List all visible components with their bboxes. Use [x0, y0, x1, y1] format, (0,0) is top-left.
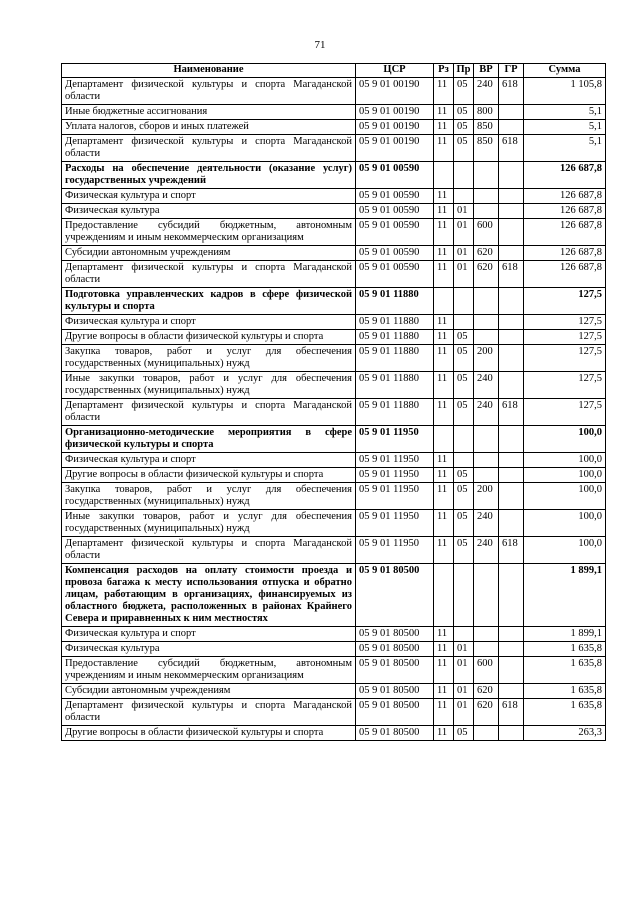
cell-vr: 850 [474, 135, 499, 162]
table-row [62, 330, 606, 345]
cell-vr: 600 [474, 657, 499, 684]
cell-gr [499, 642, 524, 657]
cell-vr: 200 [474, 483, 499, 510]
cell-pr: 01 [454, 657, 474, 684]
cell-sum: 100,0 [524, 537, 606, 564]
cell-vr [474, 204, 499, 219]
cell-sum: 1 635,8 [524, 684, 606, 699]
cell-pr [454, 627, 474, 642]
cell-sum: 100,0 [524, 426, 606, 453]
cell-rz: 11 [434, 372, 454, 399]
cell-sum: 127,5 [524, 288, 606, 315]
cell-pr [454, 189, 474, 204]
cell-vr [474, 627, 499, 642]
table-row [62, 315, 606, 330]
cell-rz: 11 [434, 657, 454, 684]
cell-name: Подготовка управленческих кадров в сфере физической культуры и спорта [62, 288, 356, 315]
cell-pr: 05 [454, 120, 474, 135]
table-row [62, 78, 606, 105]
cell-sum: 1 635,8 [524, 657, 606, 684]
cell-sum: 126 687,8 [524, 189, 606, 204]
cell-pr: 01 [454, 261, 474, 288]
cell-rz: 11 [434, 330, 454, 345]
table-row [62, 684, 606, 699]
cell-csr: 05 9 01 00590 [356, 204, 434, 219]
cell-vr: 240 [474, 78, 499, 105]
cell-name: Физическая культура и спорт [62, 453, 356, 468]
cell-name: Физическая культура и спорт [62, 627, 356, 642]
cell-csr: 05 9 01 80500 [356, 726, 434, 741]
header-vr: ВР [474, 64, 499, 78]
cell-name: Компенсация расходов на оплату стоимости проезда и провоза багажа к месту использования отпуска и обратно лицам, работающим в организациях, финансируемых из областного бюджета, расположенных в районах Крайнего Севера и приравненных к ним местностях [62, 564, 356, 627]
cell-gr: 618 [499, 261, 524, 288]
cell-csr: 05 9 01 00590 [356, 162, 434, 189]
cell-gr [499, 345, 524, 372]
cell-gr [499, 426, 524, 453]
table-row [62, 261, 606, 288]
cell-vr [474, 162, 499, 189]
cell-gr [499, 483, 524, 510]
cell-vr: 620 [474, 261, 499, 288]
cell-name: Организационно-методические мероприятия в сфере физической культуры и спорта [62, 426, 356, 453]
cell-vr: 240 [474, 537, 499, 564]
cell-sum: 1 105,8 [524, 78, 606, 105]
cell-gr: 618 [499, 537, 524, 564]
cell-pr: 05 [454, 468, 474, 483]
cell-name: Департамент физической культуры и спорта Магаданской области [62, 537, 356, 564]
table-row [62, 642, 606, 657]
cell-rz: 11 [434, 120, 454, 135]
table-row [62, 453, 606, 468]
table-row [62, 564, 606, 627]
cell-sum: 1 635,8 [524, 642, 606, 657]
cell-rz: 11 [434, 468, 454, 483]
cell-rz: 11 [434, 726, 454, 741]
cell-pr: 05 [454, 537, 474, 564]
table-row [62, 426, 606, 453]
cell-csr: 05 9 01 00590 [356, 219, 434, 246]
cell-rz: 11 [434, 483, 454, 510]
page-number: 71 [314, 39, 326, 51]
cell-sum: 100,0 [524, 510, 606, 537]
cell-sum: 100,0 [524, 483, 606, 510]
cell-csr: 05 9 01 00190 [356, 120, 434, 135]
cell-sum: 127,5 [524, 345, 606, 372]
cell-gr [499, 510, 524, 537]
cell-rz: 11 [434, 345, 454, 372]
cell-rz: 11 [434, 78, 454, 105]
cell-csr: 05 9 01 00190 [356, 135, 434, 162]
table-header-row [62, 64, 606, 78]
cell-vr [474, 642, 499, 657]
cell-rz: 11 [434, 189, 454, 204]
cell-csr: 05 9 01 80500 [356, 657, 434, 684]
cell-pr: 01 [454, 699, 474, 726]
cell-csr: 05 9 01 00590 [356, 189, 434, 204]
cell-csr: 05 9 01 80500 [356, 642, 434, 657]
cell-gr: 618 [499, 399, 524, 426]
cell-rz [434, 564, 454, 627]
cell-csr: 05 9 01 80500 [356, 564, 434, 627]
cell-sum: 5,1 [524, 120, 606, 135]
cell-csr: 05 9 01 11880 [356, 288, 434, 315]
cell-pr: 05 [454, 135, 474, 162]
cell-gr [499, 189, 524, 204]
cell-name: Департамент физической культуры и спорта Магаданской области [62, 78, 356, 105]
cell-csr: 05 9 01 11880 [356, 330, 434, 345]
cell-rz: 11 [434, 684, 454, 699]
cell-vr [474, 189, 499, 204]
cell-pr [454, 162, 474, 189]
cell-name: Иные бюджетные ассигнования [62, 105, 356, 120]
cell-vr: 620 [474, 699, 499, 726]
table-row [62, 135, 606, 162]
cell-csr: 05 9 01 80500 [356, 684, 434, 699]
cell-pr: 05 [454, 399, 474, 426]
cell-csr: 05 9 01 11950 [356, 510, 434, 537]
cell-vr: 800 [474, 105, 499, 120]
table-row [62, 699, 606, 726]
cell-rz: 11 [434, 627, 454, 642]
cell-name: Уплата налогов, сборов и иных платежей [62, 120, 356, 135]
table-row [62, 657, 606, 684]
cell-rz: 11 [434, 510, 454, 537]
cell-rz: 11 [434, 399, 454, 426]
cell-rz: 11 [434, 204, 454, 219]
cell-sum: 126 687,8 [524, 219, 606, 246]
cell-rz: 11 [434, 135, 454, 162]
cell-pr: 05 [454, 483, 474, 510]
cell-pr: 05 [454, 345, 474, 372]
cell-gr [499, 372, 524, 399]
cell-vr [474, 315, 499, 330]
cell-vr [474, 564, 499, 627]
table-row [62, 372, 606, 399]
table-row [62, 468, 606, 483]
cell-csr: 05 9 01 11880 [356, 345, 434, 372]
cell-csr: 05 9 01 11880 [356, 399, 434, 426]
cell-name: Закупка товаров, работ и услуг для обеспечения государственных (муниципальных) нужд [62, 345, 356, 372]
cell-rz: 11 [434, 315, 454, 330]
cell-vr [474, 468, 499, 483]
cell-gr [499, 162, 524, 189]
cell-csr: 05 9 01 11950 [356, 468, 434, 483]
header-gr: ГР [499, 64, 524, 78]
table-body [62, 78, 606, 741]
cell-name: Иные закупки товаров, работ и услуг для обеспечения государственных (муниципальных) нужд [62, 510, 356, 537]
cell-sum: 1 899,1 [524, 627, 606, 642]
table-row [62, 288, 606, 315]
cell-pr [454, 426, 474, 453]
cell-csr: 05 9 01 00590 [356, 246, 434, 261]
cell-gr [499, 627, 524, 642]
cell-gr [499, 684, 524, 699]
cell-gr [499, 657, 524, 684]
cell-name: Предоставление субсидий бюджетным, автономным учреждениям и иным некоммерческим организациям [62, 657, 356, 684]
cell-sum: 126 687,8 [524, 261, 606, 288]
cell-sum: 127,5 [524, 315, 606, 330]
cell-rz: 11 [434, 261, 454, 288]
cell-vr: 240 [474, 372, 499, 399]
cell-pr: 05 [454, 726, 474, 741]
cell-pr [454, 315, 474, 330]
cell-pr [454, 564, 474, 627]
cell-name: Физическая культура [62, 642, 356, 657]
cell-vr [474, 726, 499, 741]
table-row [62, 204, 606, 219]
cell-gr [499, 246, 524, 261]
cell-name: Департамент физической культуры и спорта Магаданской области [62, 399, 356, 426]
cell-sum: 100,0 [524, 453, 606, 468]
cell-gr: 618 [499, 78, 524, 105]
cell-sum: 1 635,8 [524, 699, 606, 726]
cell-pr: 05 [454, 372, 474, 399]
cell-csr: 05 9 01 11880 [356, 372, 434, 399]
cell-csr: 05 9 01 00190 [356, 78, 434, 105]
cell-gr [499, 315, 524, 330]
cell-sum: 127,5 [524, 372, 606, 399]
cell-pr: 01 [454, 246, 474, 261]
cell-rz [434, 288, 454, 315]
cell-name: Департамент физической культуры и спорта Магаданской области [62, 261, 356, 288]
cell-pr: 05 [454, 330, 474, 345]
cell-sum: 127,5 [524, 399, 606, 426]
cell-pr [454, 288, 474, 315]
cell-rz [434, 162, 454, 189]
cell-gr [499, 468, 524, 483]
cell-gr [499, 219, 524, 246]
budget-table [61, 63, 606, 741]
cell-gr [499, 330, 524, 345]
header-csr: ЦСР [356, 64, 434, 78]
cell-gr: 618 [499, 135, 524, 162]
cell-sum: 5,1 [524, 135, 606, 162]
cell-vr: 200 [474, 345, 499, 372]
cell-vr: 620 [474, 246, 499, 261]
cell-name: Субсидии автономным учреждениям [62, 684, 356, 699]
cell-pr [454, 453, 474, 468]
cell-rz: 11 [434, 105, 454, 120]
cell-name: Департамент физической культуры и спорта Магаданской области [62, 135, 356, 162]
cell-gr [499, 204, 524, 219]
cell-gr [499, 726, 524, 741]
cell-rz: 11 [434, 699, 454, 726]
table-row [62, 246, 606, 261]
cell-name: Департамент физической культуры и спорта Магаданской области [62, 699, 356, 726]
header-pr: Пр [454, 64, 474, 78]
cell-sum: 126 687,8 [524, 162, 606, 189]
cell-vr [474, 288, 499, 315]
cell-vr: 240 [474, 399, 499, 426]
cell-sum: 263,3 [524, 726, 606, 741]
cell-name: Другие вопросы в области физической культуры и спорта [62, 330, 356, 345]
table-row [62, 345, 606, 372]
cell-sum: 126 687,8 [524, 246, 606, 261]
header-rz: Рз [434, 64, 454, 78]
cell-csr: 05 9 01 11950 [356, 453, 434, 468]
cell-gr [499, 453, 524, 468]
cell-sum: 100,0 [524, 468, 606, 483]
cell-vr: 850 [474, 120, 499, 135]
cell-rz [434, 426, 454, 453]
cell-gr [499, 105, 524, 120]
cell-name: Другие вопросы в области физической культуры и спорта [62, 726, 356, 741]
table-row [62, 537, 606, 564]
cell-csr: 05 9 01 80500 [356, 699, 434, 726]
table-row [62, 105, 606, 120]
cell-pr: 01 [454, 219, 474, 246]
cell-csr: 05 9 01 11950 [356, 537, 434, 564]
cell-gr: 618 [499, 699, 524, 726]
table-row [62, 483, 606, 510]
table-row [62, 120, 606, 135]
cell-rz: 11 [434, 246, 454, 261]
cell-csr: 05 9 01 00190 [356, 105, 434, 120]
cell-csr: 05 9 01 11880 [356, 315, 434, 330]
cell-name: Закупка товаров, работ и услуг для обеспечения государственных (муниципальных) нужд [62, 483, 356, 510]
cell-vr: 600 [474, 219, 499, 246]
cell-vr [474, 426, 499, 453]
table-row [62, 726, 606, 741]
cell-sum: 5,1 [524, 105, 606, 120]
table-row [62, 399, 606, 426]
cell-name: Физическая культура [62, 204, 356, 219]
cell-pr: 01 [454, 204, 474, 219]
cell-csr: 05 9 01 11950 [356, 483, 434, 510]
cell-gr [499, 120, 524, 135]
table-row [62, 627, 606, 642]
cell-name: Другие вопросы в области физической культуры и спорта [62, 468, 356, 483]
table-row [62, 162, 606, 189]
cell-name: Физическая культура и спорт [62, 189, 356, 204]
cell-rz: 11 [434, 453, 454, 468]
cell-vr [474, 453, 499, 468]
header-sum: Сумма [524, 64, 606, 78]
cell-sum: 127,5 [524, 330, 606, 345]
cell-gr [499, 288, 524, 315]
cell-pr: 01 [454, 684, 474, 699]
cell-sum: 1 899,1 [524, 564, 606, 627]
cell-name: Расходы на обеспечение деятельности (оказание услуг) государственных учреждений [62, 162, 356, 189]
cell-vr: 240 [474, 510, 499, 537]
table-row [62, 219, 606, 246]
cell-csr: 05 9 01 00590 [356, 261, 434, 288]
cell-vr [474, 330, 499, 345]
header-name: Наименование [62, 64, 356, 78]
table-row [62, 510, 606, 537]
cell-name: Иные закупки товаров, работ и услуг для обеспечения государственных (муниципальных) нужд [62, 372, 356, 399]
cell-pr: 05 [454, 105, 474, 120]
cell-vr: 620 [474, 684, 499, 699]
cell-gr [499, 564, 524, 627]
cell-name: Физическая культура и спорт [62, 315, 356, 330]
cell-pr: 05 [454, 510, 474, 537]
cell-name: Субсидии автономным учреждениям [62, 246, 356, 261]
table-row [62, 189, 606, 204]
cell-sum: 126 687,8 [524, 204, 606, 219]
cell-rz: 11 [434, 642, 454, 657]
cell-pr: 05 [454, 78, 474, 105]
cell-rz: 11 [434, 219, 454, 246]
cell-rz: 11 [434, 537, 454, 564]
cell-csr: 05 9 01 11950 [356, 426, 434, 453]
cell-csr: 05 9 01 80500 [356, 627, 434, 642]
cell-name: Предоставление субсидий бюджетным, автономным учреждениям и иным некоммерческим организациям [62, 219, 356, 246]
cell-pr: 01 [454, 642, 474, 657]
